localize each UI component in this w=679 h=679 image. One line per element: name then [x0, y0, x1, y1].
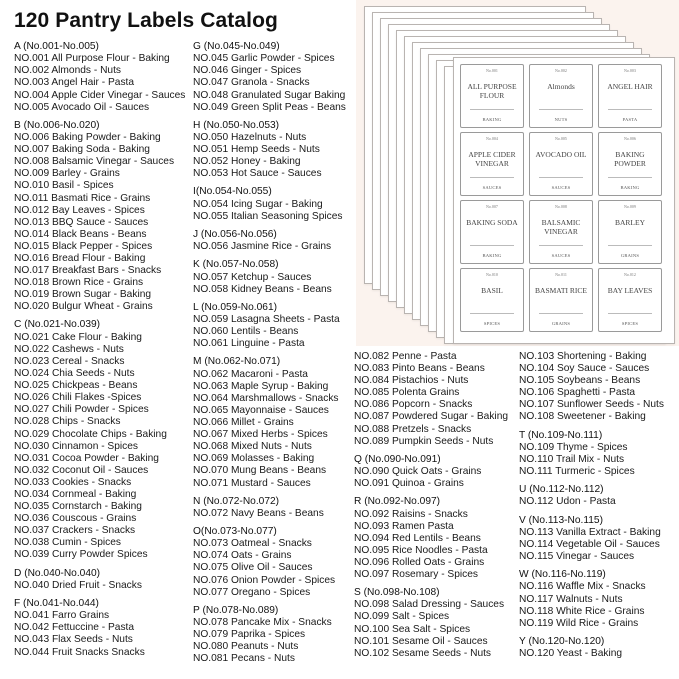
sticker-number: No.009: [624, 204, 636, 209]
sticker-label: [598, 200, 662, 264]
sticker-name: BALSAMIC VINEGAR: [541, 218, 581, 236]
label-item: NO.029 Chocolate Chips - Baking: [14, 428, 167, 440]
sticker-number: No.011: [555, 272, 567, 277]
label-item: NO.117 Walnuts - Nuts: [519, 593, 623, 605]
group-title: H (No.050-No.053): [193, 119, 280, 131]
sticker-rule: [470, 313, 514, 314]
label-item: NO.067 Mixed Herbs - Spices: [193, 429, 328, 441]
label-item: NO.007 Baking Soda - Baking: [14, 144, 150, 156]
letter-group: [193, 259, 353, 295]
label-item: NO.062 Macaroni - Pasta: [193, 368, 308, 380]
sticker-name: AVOCADO OIL: [535, 150, 587, 159]
label-item: NO.061 Linguine - Pasta: [193, 338, 305, 350]
label-item: NO.072 Navy Beans - Beans: [193, 507, 324, 519]
group-title: J (No.056-No.056): [193, 228, 277, 240]
label-item: NO.086 Popcorn - Snacks: [354, 399, 473, 411]
sticker-category: SPICES: [483, 321, 501, 326]
label-item: NO.053 Hot Sauce - Sauces: [193, 168, 322, 180]
group-title: Y (No.120-No.120): [519, 635, 605, 647]
group-title: O(No.073-No.077): [193, 526, 277, 537]
label-item: NO.036 Couscous - Grains: [14, 513, 137, 525]
label-item: NO.044 Fruit Snacks Snacks: [14, 646, 145, 658]
label-item: NO.093 Ramen Pasta: [354, 520, 454, 532]
label-item: NO.115 Vinegar - Sauces: [519, 551, 635, 563]
sticker-label: [460, 200, 524, 264]
label-item: NO.048 Granulated Sugar Baking: [193, 89, 346, 101]
letter-group: [193, 496, 353, 520]
sticker-number: No.004: [486, 136, 498, 141]
label-item: NO.042 Fettuccine - Pasta: [14, 622, 135, 634]
sticker-number: No.006: [624, 136, 636, 141]
label-item: NO.066 Millet - Grains: [193, 417, 294, 429]
label-item: NO.003 Angel Hair - Pasta: [14, 77, 135, 89]
sticker-number: No.001: [486, 68, 498, 73]
label-item: NO.009 Barley - Grains: [14, 168, 120, 180]
label-item: NO.076 Onion Powder - Spices: [193, 574, 336, 586]
label-item: NO.023 Cereal - Snacks: [14, 355, 125, 367]
sticker-category: BAKING: [620, 185, 640, 190]
letter-group: [193, 356, 353, 489]
group-title: I(No.054-No.055): [193, 186, 272, 198]
letter-group: [193, 229, 353, 253]
letter-group: [193, 41, 353, 114]
label-item: NO.030 Cinnamon - Spices: [14, 440, 139, 452]
group-title: C (No.021-No.039): [14, 319, 101, 331]
label-item: NO.094 Red Lentils - Beans: [354, 532, 481, 544]
sticker-category: GRAINS: [551, 321, 571, 326]
letter-group: [519, 515, 677, 564]
label-item: NO.091 Quinoa - Grains: [354, 478, 464, 490]
label-item: NO.069 Molasses - Baking: [193, 453, 315, 465]
letter-group: [14, 120, 194, 314]
label-item: NO.108 Sweetener - Baking: [519, 411, 646, 423]
sticker-number: No.005: [555, 136, 567, 141]
group-title: L (No.059-No.061): [193, 301, 277, 313]
group-title: F (No.041-No.044): [14, 597, 99, 609]
letter-group: [193, 605, 353, 666]
label-item: NO.028 Chips - Snacks: [14, 416, 121, 428]
letter-group: [519, 569, 677, 630]
label-item: NO.080 Peanuts - Nuts: [193, 641, 299, 653]
label-item: NO.097 Rosemary - Spices: [354, 569, 478, 580]
sticker-number: No.002: [555, 68, 567, 73]
group-title: U (No.112-No.112): [519, 484, 604, 496]
sticker-name: BARLEY: [615, 218, 645, 227]
label-item: NO.008 Balsamic Vinegar - Sauces: [14, 156, 175, 168]
letter-group: [354, 587, 514, 660]
label-item: NO.059 Lasagna Sheets - Pasta: [193, 314, 340, 326]
sticker-rule: [470, 177, 514, 178]
label-item: NO.098 Salad Dressing - Sauces: [354, 599, 505, 611]
sticker-label: [460, 132, 524, 196]
sticker-rule: [608, 245, 652, 246]
label-item: NO.013 BBQ Sauce - Sauces: [14, 216, 149, 228]
label-item: NO.112 Udon - Pasta: [519, 496, 616, 508]
letter-group: [354, 496, 514, 581]
label-item: NO.005 Avocado Oil - Sauces: [14, 101, 150, 113]
sticker-label: [529, 200, 593, 264]
label-item: NO.084 Pistachios - Nuts: [354, 375, 469, 387]
sticker-rule: [470, 109, 514, 110]
catalog-column-4: [519, 351, 677, 666]
label-item: NO.001 All Purpose Flour - Baking: [14, 53, 170, 65]
letter-group: [14, 568, 194, 592]
group-title: N (No.072-No.072): [193, 495, 280, 507]
label-item: NO.082 Penne - Pasta: [354, 351, 457, 362]
label-item: NO.019 Brown Sugar - Baking: [14, 289, 152, 301]
label-item: NO.104 Soy Sauce - Sauces: [519, 363, 650, 375]
label-item: NO.054 Icing Sugar - Baking: [193, 198, 323, 210]
sticker-category: SPICES: [621, 321, 639, 326]
label-item: NO.040 Dried Fruit - Snacks: [14, 579, 142, 591]
group-title: B (No.006-No.020): [14, 119, 100, 131]
sticker-number: No.008: [555, 204, 567, 209]
sticker-rule: [539, 245, 583, 246]
label-item: NO.016 Bread Flour - Baking: [14, 253, 146, 264]
label-item: NO.018 Brown Rice - Grains: [14, 277, 144, 289]
label-item: NO.063 Maple Syrup - Baking: [193, 380, 329, 392]
sticker-label: [460, 268, 524, 332]
label-item: NO.037 Crackers - Snacks: [14, 525, 136, 537]
sticker-category: PASTA: [622, 117, 638, 122]
sticker-number: No.012: [624, 272, 636, 277]
letter-group: [354, 351, 514, 448]
sticker-name: Almonds: [547, 82, 575, 91]
label-item: NO.033 Cookies - Snacks: [14, 476, 132, 488]
label-item: NO.049 Green Split Peas - Beans: [193, 101, 346, 113]
label-item: NO.024 Chia Seeds - Nuts: [14, 368, 135, 380]
label-item: NO.109 Thyme - Spices: [519, 441, 628, 453]
letter-group: [519, 351, 677, 424]
label-sheets-photo: [356, 0, 679, 346]
label-item: NO.039 Curry Powder Spices: [14, 549, 148, 561]
label-item: NO.090 Quick Oats - Grains: [354, 466, 482, 478]
catalog-title: 120 Pantry Labels Catalog: [14, 9, 278, 32]
sticker-category: SAUCES: [551, 185, 571, 190]
label-item: NO.050 Hazelnuts - Nuts: [193, 132, 307, 144]
label-item: NO.006 Baking Powder - Baking: [14, 132, 161, 144]
sticker-category: SAUCES: [551, 253, 571, 258]
label-item: NO.106 Spaghetti - Pasta: [519, 387, 636, 399]
label-item: NO.079 Paprika - Spices: [193, 629, 306, 641]
label-item: NO.038 Cumin - Spices: [14, 537, 122, 549]
label-item: NO.120 Yeast - Baking: [519, 648, 623, 660]
label-item: NO.118 White Rice - Grains: [519, 605, 645, 617]
letter-group: [519, 484, 677, 508]
label-item: NO.083 Pinto Beans - Beans: [354, 363, 485, 375]
label-item: NO.017 Breakfast Bars - Snacks: [14, 265, 162, 277]
letter-group: [14, 41, 194, 114]
sticker-category: GRAINS: [620, 253, 640, 258]
group-title: V (No.113-No.115): [519, 514, 603, 526]
label-item: NO.031 Cocoa Powder - Baking: [14, 452, 159, 464]
label-item: NO.065 Mayonnaise - Sauces: [193, 404, 329, 416]
sticker-rule: [539, 177, 583, 178]
label-item: NO.012 Bay Leaves - Spices: [14, 204, 145, 216]
letter-group: [14, 598, 194, 659]
group-title: A (No.001-No.005): [14, 41, 99, 52]
sticker-name: BAKING POWDER: [614, 150, 646, 168]
group-title: T (No.109-No.111): [519, 429, 603, 441]
label-item: NO.081 Pecans - Nuts: [193, 653, 295, 665]
sticker-rule: [539, 313, 583, 314]
label-grid: [460, 64, 662, 332]
label-item: NO.075 Olive Oil - Sauces: [193, 562, 313, 574]
sticker-rule: [539, 109, 583, 110]
label-item: NO.026 Chili Flakes -Spices: [14, 392, 142, 404]
sticker-name: APPLE CIDER VINEGAR: [468, 150, 516, 168]
letter-group: [519, 430, 677, 479]
label-item: NO.025 Chickpeas - Beans: [14, 380, 138, 392]
sticker-number: No.010: [486, 272, 498, 277]
label-item: NO.035 Cornstarch - Baking: [14, 501, 142, 513]
sticker-name: BAY LEAVES: [607, 286, 653, 295]
label-item: NO.087 Powdered Sugar - Baking: [354, 411, 509, 423]
group-title: M (No.062-No.071): [193, 356, 281, 368]
group-title: P (No.078-No.089): [193, 604, 279, 616]
label-item: NO.027 Chili Powder - Spices: [14, 404, 149, 416]
label-item: NO.010 Basil - Spices: [14, 180, 114, 192]
sticker-label: [598, 268, 662, 332]
label-item: NO.119 Wild Rice - Grains: [519, 617, 639, 629]
letter-group: [193, 526, 353, 599]
label-item: NO.103 Shortening - Baking: [519, 351, 647, 362]
group-title: K (No.057-No.058): [193, 259, 279, 271]
label-item: NO.114 Vegetable Oil - Sauces: [519, 538, 660, 550]
sticker-name: ANGEL HAIR: [607, 82, 653, 91]
label-item: NO.092 Raisins - Snacks: [354, 508, 468, 520]
label-item: NO.015 Black Pepper - Spices: [14, 240, 153, 252]
label-item: NO.099 Salt - Spices: [354, 611, 450, 623]
letter-group: [193, 186, 353, 222]
sticker-name: BASIL: [481, 286, 503, 295]
sticker-name: BASMATI RICE: [535, 286, 587, 295]
sticker-rule: [608, 109, 652, 110]
label-item: NO.113 Vanilla Extract - Baking: [519, 526, 661, 538]
label-item: NO.095 Rice Noodles - Pasta: [354, 544, 488, 556]
sticker-label: [529, 64, 593, 128]
label-item: NO.032 Coconut Oil - Sauces: [14, 464, 149, 476]
label-item: NO.058 Kidney Beans - Beans: [193, 283, 332, 295]
letter-group: [14, 319, 194, 561]
label-item: NO.052 Honey - Baking: [193, 156, 301, 168]
sticker-name: ALL PURPOSE FLOUR: [467, 82, 517, 100]
label-item: NO.041 Farro Grains: [14, 610, 110, 622]
letter-group: [519, 636, 677, 660]
label-item: NO.116 Waffle Mix - Snacks: [519, 581, 646, 593]
sticker-category: BAKING: [482, 117, 502, 122]
sticker-number: No.003: [624, 68, 636, 73]
label-item: NO.073 Oatmeal - Snacks: [193, 538, 312, 550]
label-item: NO.100 Sea Salt - Spices: [354, 623, 471, 635]
group-title: R (No.092-No.097): [354, 496, 441, 508]
label-item: NO.085 Polenta Grains: [354, 387, 460, 399]
catalog-column-1: [14, 41, 194, 665]
front-label-sheet: [453, 57, 675, 344]
sticker-label: [598, 132, 662, 196]
label-item: NO.021 Cake Flour - Baking: [14, 331, 142, 343]
sticker-category: SAUCES: [482, 185, 502, 190]
label-item: NO.088 Pretzels - Snacks: [354, 423, 472, 435]
label-item: NO.064 Marshmallows - Snacks: [193, 392, 339, 404]
sticker-label: [598, 64, 662, 128]
label-item: NO.060 Lentils - Beans: [193, 326, 299, 338]
label-item: NO.089 Pumpkin Seeds - Nuts: [354, 435, 494, 447]
label-item: NO.068 Mixed Nuts - Nuts: [193, 441, 312, 453]
letter-group: [354, 454, 514, 490]
sticker-label: [529, 132, 593, 196]
group-title: D (No.040-No.040): [14, 567, 101, 579]
sticker-number: No.007: [486, 204, 498, 209]
label-item: NO.046 Ginger - Spices: [193, 65, 302, 77]
label-item: NO.078 Pancake Mix - Snacks: [193, 617, 332, 629]
sticker-rule: [608, 177, 652, 178]
label-item: NO.105 Soybeans - Beans: [519, 375, 641, 387]
label-item: NO.074 Oats - Grains: [193, 550, 292, 562]
label-item: NO.004 Apple Cider Vinegar - Sauces: [14, 89, 186, 101]
sticker-label: [460, 64, 524, 128]
sticker-label: [529, 268, 593, 332]
label-item: NO.034 Cornmeal - Baking: [14, 488, 137, 500]
label-item: NO.043 Flax Seeds - Nuts: [14, 634, 133, 646]
sticker-name: BAKING SODA: [466, 218, 518, 227]
label-item: NO.102 Sesame Seeds - Nuts: [354, 647, 492, 659]
label-item: NO.111 Turmeric - Spices: [519, 466, 635, 478]
label-item: NO.096 Rolled Oats - Grains: [354, 556, 485, 568]
label-item: NO.022 Cashews - Nuts: [14, 343, 124, 355]
label-item: NO.057 Ketchup - Sauces: [193, 271, 312, 283]
sticker-rule: [608, 313, 652, 314]
label-item: NO.055 Italian Seasoning Spices: [193, 210, 343, 222]
catalog-column-3: [354, 351, 514, 666]
label-item: NO.077 Oregano - Spices: [193, 586, 311, 598]
label-item: NO.051 Hemp Seeds - Nuts: [193, 144, 320, 156]
group-title: Q (No.090-No.091): [354, 453, 441, 465]
group-title: W (No.116-No.119): [519, 569, 606, 581]
label-item: NO.011 Basmati Rice - Grains: [14, 192, 151, 204]
label-item: NO.071 Mustard - Sauces: [193, 477, 311, 489]
label-item: NO.014 Black Beans - Beans: [14, 228, 147, 240]
catalog-column-2: [193, 41, 353, 671]
group-title: G (No.045-No.049): [193, 41, 280, 52]
label-item: NO.002 Almonds - Nuts: [14, 65, 122, 77]
sticker-category: BAKING: [482, 253, 502, 258]
label-item: NO.056 Jasmine Rice - Grains: [193, 241, 332, 253]
letter-group: [193, 120, 353, 181]
label-item: NO.101 Sesame Oil - Sauces: [354, 635, 488, 647]
label-item: NO.020 Bulgur Wheat - Grains: [14, 301, 153, 313]
sticker-rule: [470, 245, 514, 246]
sticker-category: NUTS: [554, 117, 568, 122]
label-item: NO.107 Sunflower Seeds - Nuts: [519, 399, 664, 411]
group-title: S (No.098-No.108): [354, 587, 440, 599]
label-item: NO.070 Mung Beans - Beans: [193, 465, 327, 477]
label-item: NO.047 Granola - Snacks: [193, 77, 310, 89]
label-item: NO.045 Garlic Powder - Spices: [193, 53, 335, 65]
label-item: NO.110 Trail Mix - Nuts: [519, 453, 625, 465]
letter-group: [193, 302, 353, 351]
